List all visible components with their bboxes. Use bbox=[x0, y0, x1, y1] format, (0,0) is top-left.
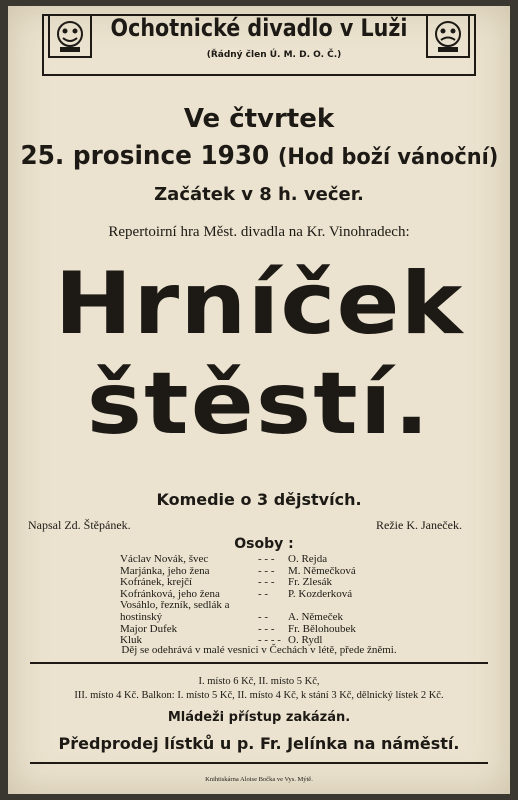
prices-line2: III. místo 4 Kč. Balkon: I. místo 5 Kč, II. místo 4 Kč, k stání 3 Kč, dělnický lístek 2 Kč. bbox=[74, 690, 444, 701]
prices-line1: I. místo 6 Kč, II. místo 5 Kč, bbox=[198, 676, 320, 687]
play-title-line1: Hrníček bbox=[54, 254, 464, 354]
cast-role: Václav Novák, švec bbox=[120, 554, 209, 565]
cast-actor: Fr. Zlesák bbox=[288, 576, 332, 589]
cast-heading: Osoby : bbox=[234, 536, 294, 552]
cast-actor: O. Rejda bbox=[288, 553, 328, 565]
performance-day: Ve čtvrtek bbox=[183, 104, 335, 134]
cast-role: hostinský bbox=[120, 611, 163, 623]
cast-actor: P. Kozderková bbox=[288, 587, 353, 600]
cast-role: Kofránek, krejčí bbox=[120, 577, 193, 589]
play-title-line2: štěstí. bbox=[86, 354, 432, 454]
repertoire-note: Repertoirní hra Měst. divadla na Kr. Vinohradech: bbox=[108, 224, 410, 240]
play-genre: Komedie o 3 dějstvích. bbox=[156, 490, 362, 509]
divider bbox=[30, 662, 488, 664]
poster bbox=[8, 6, 510, 794]
printer-credit: Knihtiskárna Aloise Bočka ve Vys. Mýtě. bbox=[205, 776, 313, 783]
cast-dashes: - - - bbox=[258, 622, 275, 635]
cast-list bbox=[120, 554, 356, 647]
cast-dashes: - - - bbox=[258, 564, 275, 577]
cast-dashes: - - - - bbox=[258, 634, 281, 647]
cast-role: Kofránková, jeho žena bbox=[120, 588, 220, 600]
cast-role: Major Dufek bbox=[120, 623, 178, 635]
cast-row bbox=[120, 554, 356, 566]
theatre-name: Ochotnické divadlo v Luži bbox=[110, 14, 408, 42]
cast-role: Kluk bbox=[120, 635, 142, 647]
cast-actor: M. Němečková bbox=[288, 564, 356, 577]
cast-row bbox=[120, 589, 356, 601]
cast-actor: O. Rydl bbox=[288, 634, 323, 647]
divider bbox=[30, 762, 488, 764]
performance-date: 25. prosince 1930 bbox=[20, 141, 270, 171]
cast-actor: A. Němeček bbox=[288, 610, 343, 623]
cast-dashes: - - - bbox=[258, 576, 275, 589]
cast-role: Vosáhlo, řezník, sedlák a bbox=[120, 600, 230, 612]
performance-date-line bbox=[21, 141, 498, 171]
director-credit: Režie K. Janeček. bbox=[376, 518, 462, 532]
start-time: Začátek v 8 h. večer. bbox=[154, 184, 364, 205]
cast-dashes: - - - bbox=[258, 553, 275, 565]
author-credit: Napsal Zd. Štěpánek. bbox=[28, 518, 131, 532]
cast-dashes: - - bbox=[258, 587, 269, 600]
youth-notice: Mládeži přístup zakázán. bbox=[167, 710, 351, 725]
membership-note: (Řádný člen Ú. M. D. O. Č.) bbox=[206, 50, 342, 60]
cast-dashes: - - bbox=[258, 610, 269, 623]
presale-notice: Předprodej lístků u p. Fr. Jelínka na náměstí. bbox=[58, 734, 460, 753]
cast-actor: Fr. Bělohoubek bbox=[288, 622, 356, 635]
cast-row bbox=[120, 612, 356, 624]
cast-role: Marjánka, jeho žena bbox=[120, 565, 210, 577]
holiday-name: (Hod boží vánoční) bbox=[277, 145, 499, 170]
play-setting: Děj se odehrává v malé vesnici v Čechách v létě, přede žněmi. bbox=[121, 644, 397, 656]
